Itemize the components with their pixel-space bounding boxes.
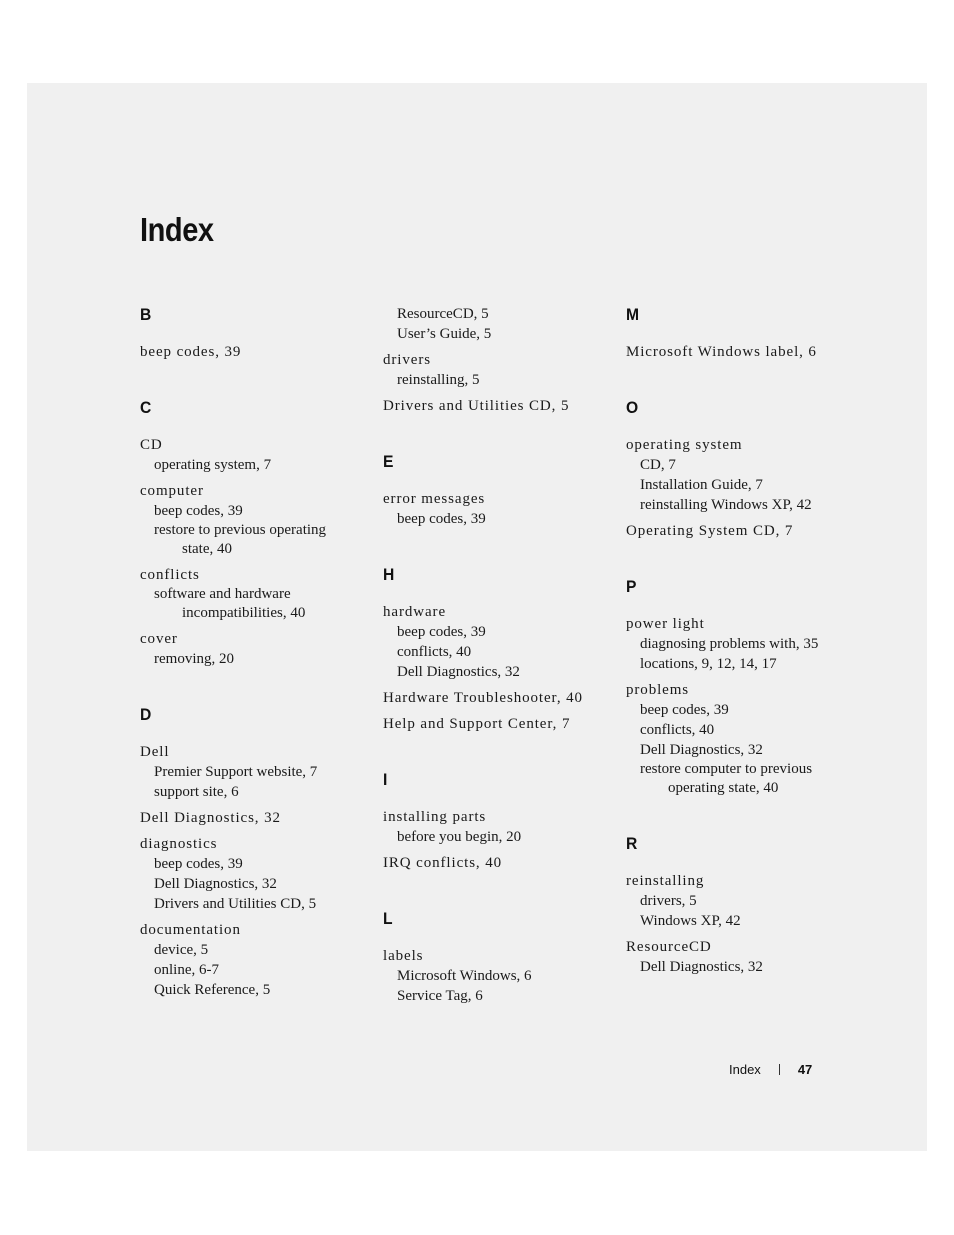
index-entry [140,629,355,669]
subentry-text: Service Tag, 6 [397,988,483,1004]
index-subentry [626,740,856,760]
index-subentry [383,662,598,682]
section-letter: P [626,577,637,596]
index-entry [626,680,856,798]
index-entry [383,853,598,873]
index-entry [140,435,355,475]
section-letter: D [140,705,152,724]
index-subentry [626,891,856,911]
index-term: drivers [383,352,431,368]
index-term: beep codes, 39 [140,344,242,360]
subentry-text: software and hardware [154,586,291,602]
index-entry [626,521,856,541]
index-term: CD [140,437,163,453]
index-term: hardware [383,604,446,620]
index-term: error messages [383,491,486,507]
index-subentry [140,782,355,802]
subentry-continuation: operating state, 40 [668,780,779,796]
subentry-text: Quick Reference, 5 [154,982,271,998]
section-letter: E [383,452,394,471]
index-section [383,452,598,529]
index-subentry [383,370,598,390]
index-section [383,770,598,873]
index-section [626,305,856,362]
index-entry [140,834,355,914]
subentry-text: before you begin, 20 [397,829,522,845]
index-section [626,577,856,798]
subentry-continuation: state, 40 [182,541,232,557]
index-term: IRQ conflicts, 40 [383,855,503,871]
index-section [626,398,856,541]
index-entry [626,435,856,515]
subentry-text: Drivers and Utilities CD, 5 [154,896,317,912]
index-entry [383,807,598,847]
index-entry [140,808,355,828]
index-subentry [383,304,598,324]
index-entry [383,688,598,708]
page-footer [729,1062,812,1078]
index-section [383,565,598,734]
index-entry [140,481,355,559]
index-term: diagnostics [140,836,218,852]
subentry-text: Dell Diagnostics, 32 [640,742,763,758]
index-term: power light [626,616,705,632]
index-section [383,909,598,1006]
index-subentry [140,521,355,559]
index-entry [140,565,355,623]
index-column-1 [140,305,355,1036]
index-subentry [626,495,856,515]
index-entry [626,937,856,977]
index-subentry [140,762,355,782]
index-subentry [383,986,598,1006]
footer-divider [779,1064,780,1075]
index-subentry [383,966,598,986]
index-section [626,834,856,977]
index-subentry [140,960,355,980]
index-subentry [383,642,598,662]
index-term: Help and Support Center, 7 [383,716,571,732]
subentry-continuation: incompatibilities, 40 [182,605,306,621]
index-entry [626,342,856,362]
index-subentry [140,854,355,874]
index-column-3 [626,305,856,1013]
index-term: Operating System CD, 7 [626,523,794,539]
index-subentry [140,980,355,1000]
index-term: computer [140,483,204,499]
index-subentry [626,957,856,977]
index-term: Microsoft Windows label, 6 [626,344,817,360]
subentry-text: reinstalling, 5 [397,372,480,388]
index-subentry [626,700,856,720]
index-term: Hardware Troubleshooter, 40 [383,690,583,706]
subentry-text: support site, 6 [154,784,239,800]
index-subentry [140,501,355,521]
subentry-text: device, 5 [154,942,209,958]
index-subentry [383,509,598,529]
index-term: ResourceCD [626,939,712,955]
index-term: Drivers and Utilities CD, 5 [383,398,570,414]
index-term: documentation [140,922,241,938]
section-letter: R [626,834,638,853]
subentry-text: beep codes, 39 [154,503,243,519]
subentry-text: locations, 9, 12, 14, 17 [640,656,777,672]
subentry-text: CD, 7 [640,457,676,473]
subentry-text: online, 6-7 [154,962,219,978]
index-subentry [140,455,355,475]
subentry-text: ResourceCD, 5 [397,306,489,322]
section-letter: M [626,305,640,324]
subentry-text: restore to previous operating [154,522,327,538]
footer-label: Index [729,1062,761,1077]
page-number: 47 [797,1062,813,1077]
index-subentry [626,720,856,740]
subentry-text: restore computer to previous [640,761,813,777]
index-term: installing parts [383,809,487,825]
index-term: operating system [626,437,743,453]
index-subentry [626,475,856,495]
subentry-text: operating system, 7 [154,457,272,473]
index-term: Dell Diagnostics, 32 [140,810,281,826]
subentry-text: removing, 20 [154,651,234,667]
index-section [140,705,355,1000]
index-entry [383,489,598,529]
index-term: reinstalling [626,873,705,889]
index-entry [626,614,856,674]
section-letter: B [140,305,152,324]
index-term: Dell [140,744,170,760]
index-entry [383,602,598,682]
subentry-text: User’s Guide, 5 [397,326,492,342]
section-letter: H [383,565,395,584]
subentry-text: Dell Diagnostics, 32 [154,876,277,892]
index-entry [383,396,598,416]
index-entry [140,342,355,362]
subentry-text: conflicts, 40 [640,722,715,738]
index-term: labels [383,948,424,964]
subentry-text: conflicts, 40 [397,644,472,660]
index-entry [383,946,598,1006]
subentry-text: diagnosing problems with, 35 [640,636,819,652]
subentry-text: beep codes, 39 [154,856,243,872]
section-letter: C [140,398,152,417]
index-entry [383,350,598,390]
page-title: Index [140,211,214,248]
index-column-2 [383,304,598,1042]
index-entry [140,920,355,1000]
index-subentry [383,324,598,344]
subentry-text: Installation Guide, 7 [640,477,763,493]
section-letter: I [383,770,388,789]
index-subentry [626,634,856,654]
subentry-text: drivers, 5 [640,893,697,909]
section-letter: L [383,909,393,928]
index-subentry [140,649,355,669]
subentry-text: beep codes, 39 [397,511,486,527]
index-entry [383,304,598,344]
index-subentry [383,622,598,642]
index-section [140,305,355,362]
index-entry [383,714,598,734]
subentry-text: Microsoft Windows, 6 [397,968,532,984]
index-subentry [626,455,856,475]
index-subentry [140,585,355,623]
index-subentry [626,760,856,798]
subentry-text: beep codes, 39 [640,702,729,718]
index-entry [140,742,355,802]
index-term: problems [626,682,690,698]
index-subentry [140,894,355,914]
index-subentry [140,874,355,894]
subentry-text: Windows XP, 42 [640,913,741,929]
subentry-text: Dell Diagnostics, 32 [397,664,520,680]
section-letter: O [626,398,639,417]
index-section [140,398,355,669]
subentry-text: Premier Support website, 7 [154,764,318,780]
index-entry [626,871,856,931]
index-subentry [383,827,598,847]
index-subentry [140,940,355,960]
index-term: conflicts [140,567,200,583]
subentry-text: Dell Diagnostics, 32 [640,959,763,975]
index-term: cover [140,631,178,647]
index-subentry [626,654,856,674]
subentry-text: reinstalling Windows XP, 42 [640,497,812,513]
subentry-text: beep codes, 39 [397,624,486,640]
index-section [383,304,598,416]
index-subentry [626,911,856,931]
